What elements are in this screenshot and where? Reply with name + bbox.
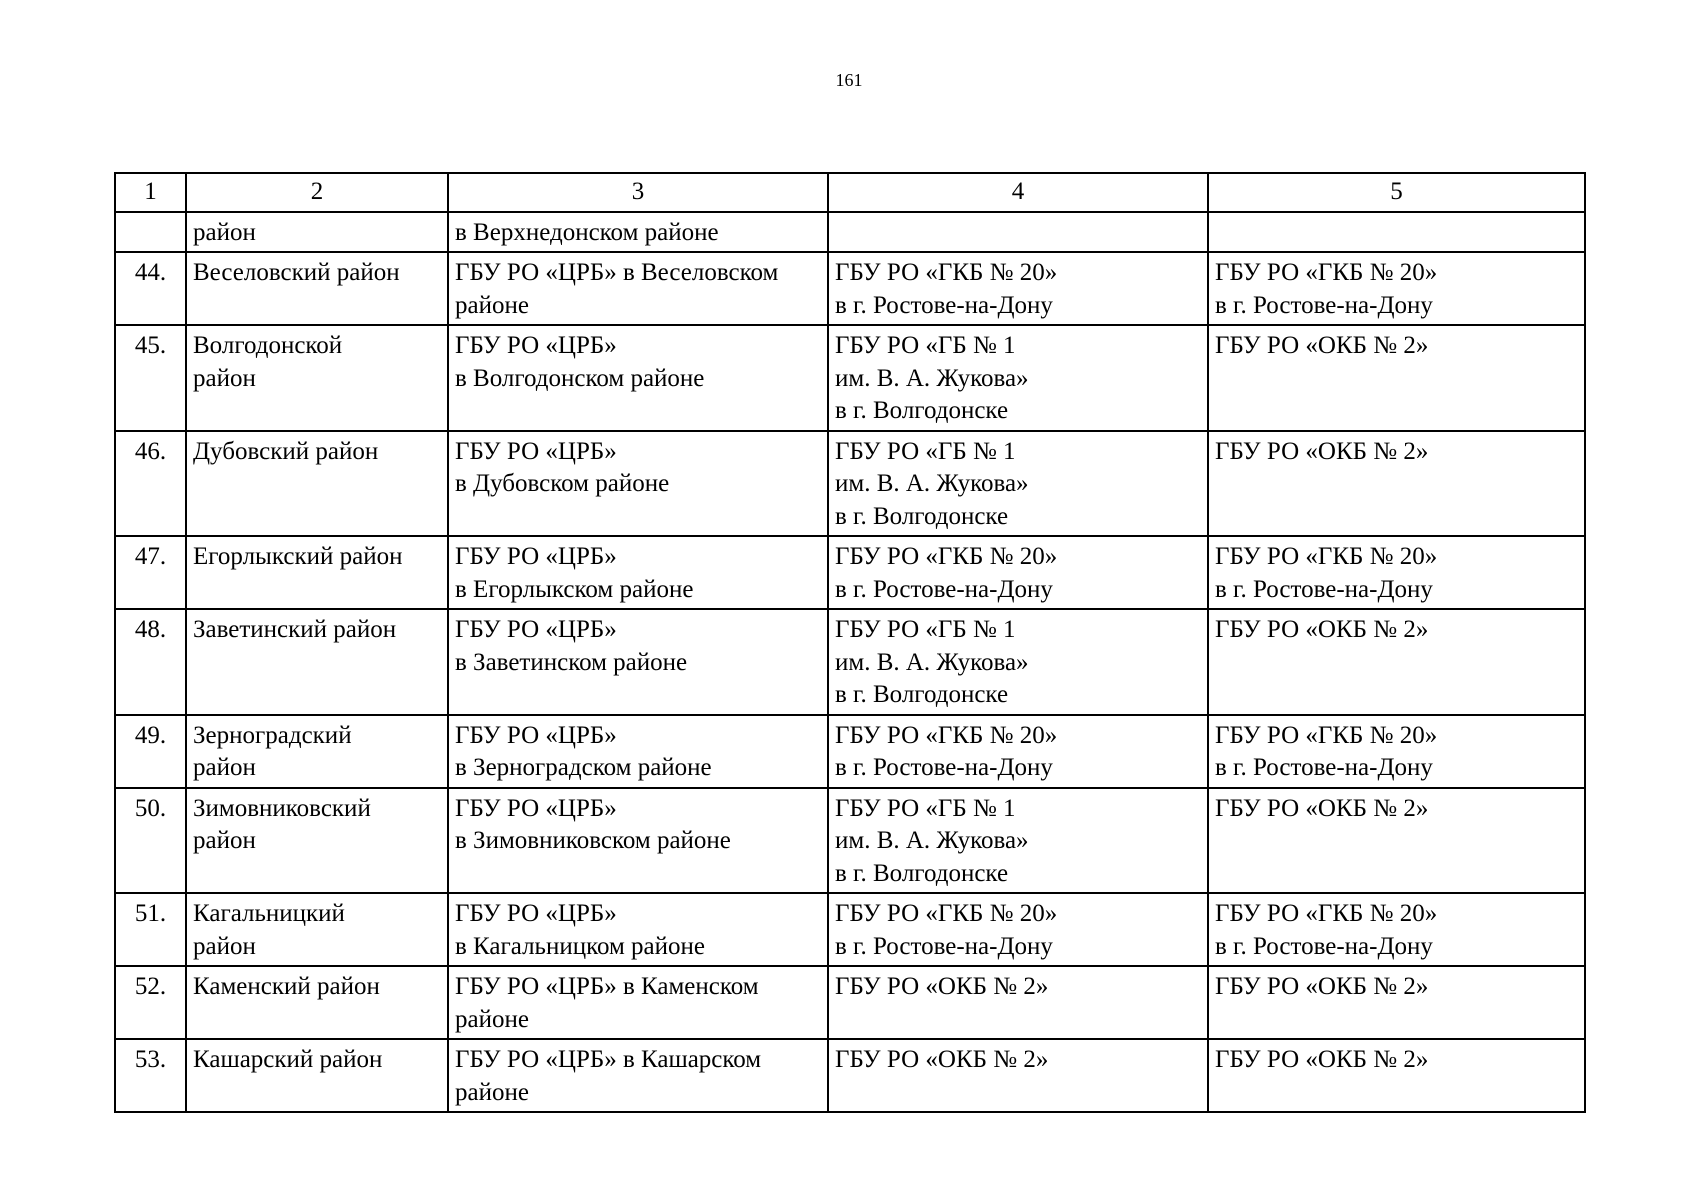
crb-cell: ГБУ РО «ЦРБ» в Волгодонском районе (448, 325, 828, 431)
header-col-3: 3 (448, 173, 828, 212)
page-number: 161 (835, 70, 863, 90)
hospital-cell (828, 212, 1208, 253)
row-number-cell: 47. (115, 536, 186, 609)
crb-cell: ГБУ РО «ЦРБ» в Заветинском районе (448, 609, 828, 715)
crb-cell: ГБУ РО «ЦРБ» в Кагальницком районе (448, 893, 828, 966)
district-cell: Дубовский район (186, 431, 448, 537)
table-row (115, 325, 1585, 431)
header-col-2: 2 (186, 173, 448, 212)
hospital-routing-table (114, 172, 1586, 1113)
reserve-hospital-cell: ГБУ РО «ОКБ № 2» (1208, 788, 1585, 894)
header-col-5: 5 (1208, 173, 1585, 212)
reserve-hospital-cell: ГБУ РО «ОКБ № 2» (1208, 609, 1585, 715)
table-row (115, 788, 1585, 894)
reserve-hospital-cell: ГБУ РО «ГКБ № 20» в г. Ростове-на-Дону (1208, 252, 1585, 325)
reserve-hospital-cell: ГБУ РО «ГКБ № 20» в г. Ростове-на-Дону (1208, 536, 1585, 609)
row-number-cell: 50. (115, 788, 186, 894)
reserve-hospital-cell: ГБУ РО «ГКБ № 20» в г. Ростове-на-Дону (1208, 893, 1585, 966)
crb-cell: ГБУ РО «ЦРБ» в Дубовском районе (448, 431, 828, 537)
hospital-cell: ГБУ РО «ГКБ № 20» в г. Ростове-на-Дону (828, 715, 1208, 788)
hospital-cell: ГБУ РО «ГКБ № 20» в г. Ростове-на-Дону (828, 252, 1208, 325)
crb-cell: ГБУ РО «ЦРБ» в Егорлыкском районе (448, 536, 828, 609)
hospital-cell: ГБУ РО «ГКБ № 20» в г. Ростове-на-Дону (828, 893, 1208, 966)
district-cell: Веселовский район (186, 252, 448, 325)
reserve-hospital-cell (1208, 212, 1585, 253)
table-row (115, 212, 1585, 253)
table-row (115, 893, 1585, 966)
hospital-cell: ГБУ РО «ОКБ № 2» (828, 1039, 1208, 1112)
row-number-cell: 52. (115, 966, 186, 1039)
district-cell: Зерноградский район (186, 715, 448, 788)
row-number-cell: 53. (115, 1039, 186, 1112)
reserve-hospital-cell: ГБУ РО «ОКБ № 2» (1208, 431, 1585, 537)
district-cell: Кагальницкий район (186, 893, 448, 966)
hospital-cell: ГБУ РО «ГКБ № 20» в г. Ростове-на-Дону (828, 536, 1208, 609)
hospital-cell: ГБУ РО «ГБ № 1 им. В. А. Жукова» в г. Волгодонске (828, 788, 1208, 894)
hospital-cell: ГБУ РО «ГБ № 1 им. В. А. Жукова» в г. Волгодонске (828, 325, 1208, 431)
district-cell: район (186, 212, 448, 253)
reserve-hospital-cell: ГБУ РО «ОКБ № 2» (1208, 325, 1585, 431)
row-number-cell: 49. (115, 715, 186, 788)
table-row (115, 252, 1585, 325)
crb-cell: ГБУ РО «ЦРБ» в Зимовниковском районе (448, 788, 828, 894)
district-cell: Кашарский район (186, 1039, 448, 1112)
reserve-hospital-cell: ГБУ РО «ОКБ № 2» (1208, 966, 1585, 1039)
row-number-cell: 51. (115, 893, 186, 966)
district-cell: Волгодонской район (186, 325, 448, 431)
table-row (115, 966, 1585, 1039)
district-cell: Егорлыкский район (186, 536, 448, 609)
table-header-row (115, 173, 1585, 212)
table-row (115, 536, 1585, 609)
row-number-cell (115, 212, 186, 253)
hospital-cell: ГБУ РО «ГБ № 1 им. В. А. Жукова» в г. Волгодонске (828, 609, 1208, 715)
crb-cell: в Верхнедонском районе (448, 212, 828, 253)
crb-cell: ГБУ РО «ЦРБ» в Веселовском районе (448, 252, 828, 325)
district-cell: Каменский район (186, 966, 448, 1039)
district-cell: Заветинский район (186, 609, 448, 715)
reserve-hospital-cell: ГБУ РО «ГКБ № 20» в г. Ростове-на-Дону (1208, 715, 1585, 788)
row-number-cell: 48. (115, 609, 186, 715)
row-number-cell: 46. (115, 431, 186, 537)
crb-cell: ГБУ РО «ЦРБ» в Зерноградском районе (448, 715, 828, 788)
hospital-cell: ГБУ РО «ОКБ № 2» (828, 966, 1208, 1039)
table-row (115, 1039, 1585, 1112)
table-row (115, 715, 1585, 788)
header-col-1: 1 (115, 173, 186, 212)
table-row (115, 431, 1585, 537)
hospital-cell: ГБУ РО «ГБ № 1 им. В. А. Жукова» в г. Волгодонске (828, 431, 1208, 537)
district-cell: Зимовниковский район (186, 788, 448, 894)
reserve-hospital-cell: ГБУ РО «ОКБ № 2» (1208, 1039, 1585, 1112)
header-col-4: 4 (828, 173, 1208, 212)
crb-cell: ГБУ РО «ЦРБ» в Кашарском районе (448, 1039, 828, 1112)
row-number-cell: 44. (115, 252, 186, 325)
table-row (115, 609, 1585, 715)
row-number-cell: 45. (115, 325, 186, 431)
crb-cell: ГБУ РО «ЦРБ» в Каменском районе (448, 966, 828, 1039)
